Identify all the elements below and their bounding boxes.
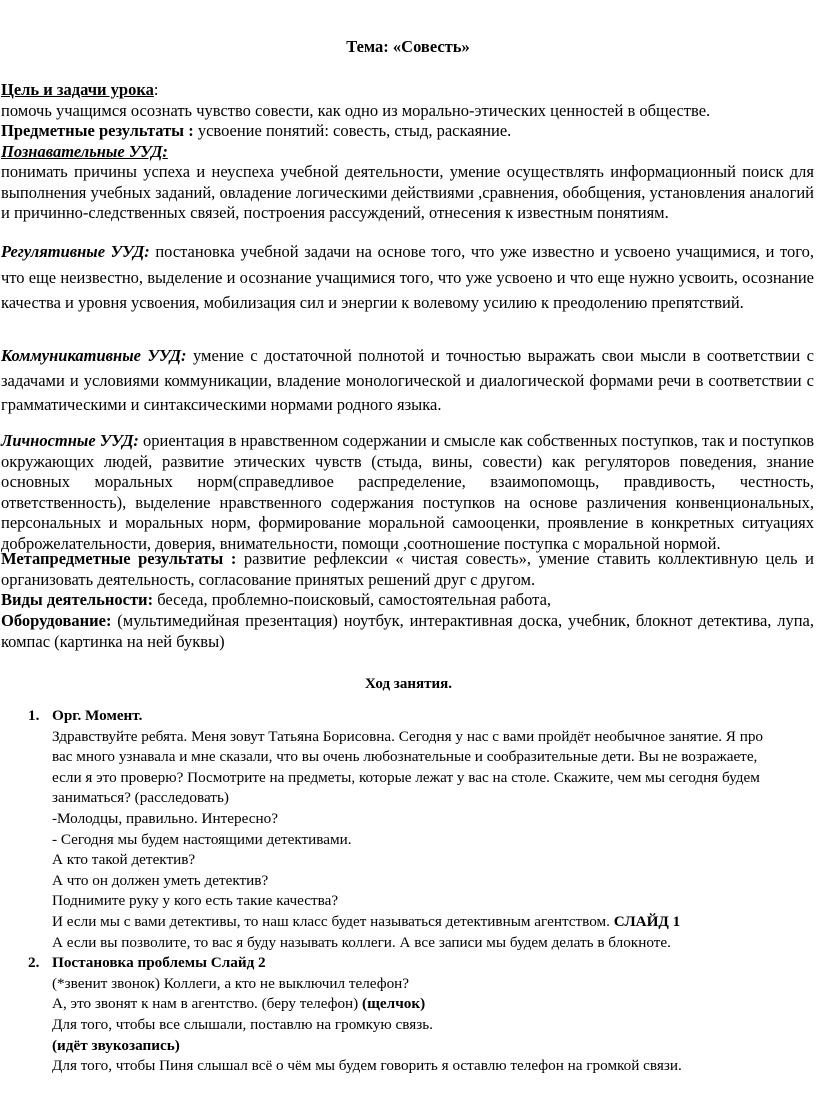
step-line: А что он должен уметь детектив? bbox=[52, 871, 269, 889]
communicative-label: Коммуникативные УУД: bbox=[1, 346, 187, 365]
lesson-heading: Ход занятия. bbox=[365, 676, 452, 692]
step-line: Здравствуйте ребята. Меня зовут Татьяна Борисовна. Сегодня у нас с вами пройдёт необычное занятие. Я про bbox=[52, 727, 764, 745]
step-line: А если вы позволите, то вас я буду называть коллеги. А все записи мы будем делать в блокноте. bbox=[52, 933, 671, 951]
step-line: А кто такой детектив? bbox=[52, 851, 196, 869]
step-number: 1. bbox=[28, 707, 40, 724]
cognitive-text: понимать причины успеха и неуспеха учебной деятельности, умение осуществлять информационный поиск для выполнения учебных заданий, овладение логическими действиями ,сравнения, обобщения, установления аналогий и причинно-следственных связей, построения рассуждений, отнесения к известным понятиям. bbox=[1, 162, 814, 223]
regulative-text: постановка учебной задачи на основе того, что уже известно и усвоено учащимися, и того, что еще неизвестно, выделение и осознание учащимися того, что уже усвоено и что еще нужно усвоить, осознание качества и уровня усвоения, мобилизация сил и энергии к волевому усилию к преодолению препятствий. bbox=[1, 242, 814, 312]
communicative-text: умение с достаточной полнотой и точностью выражать свои мысли в соответствии с задачами и условиями коммуникации, владение монологической и диалогической формами речи в соответствии с грамматическими и синтаксическими нормами родного языка. bbox=[1, 346, 814, 414]
step-line: -Молодцы, правильно. Интересно? bbox=[52, 809, 278, 827]
activities-section bbox=[0, 590, 816, 611]
goal-text: помочь учащимся осознать чувство совести, как одно из морально-этических ценностей в обществе. bbox=[1, 100, 711, 120]
personal-text: ориентация в нравственном содержании и смысле как собственных поступков, так и поступков окружающих людей, развитие этических чувств (стыда, вины, совести) как регуляторов поведения, знание основных моральных норм(справедливое распределение, взаимопомощь, правдивость, честность, ответственность), выделение нравственного содержания поступков на основе различения конвенциональных, персональных и моральных норм, формирование моральной самооценки, проявление в конкретных ситуациях доброжелательности, доверия, внимательности, помощи ,соотношение поступка с моральной нормой. bbox=[1, 431, 814, 553]
step-2 bbox=[0, 953, 816, 1077]
meta-text: развитие рефлексии « чистая совесть», умение ставить коллективную цель и организовать деятельность, согласование принятых решений друг с другом. bbox=[1, 549, 814, 589]
meta-section bbox=[0, 549, 816, 590]
step-line-text: И если мы с вами детективы, то наш класс будет называться детективным агентством. bbox=[52, 912, 610, 930]
goal-heading: Цель и задачи урока bbox=[1, 80, 154, 99]
slide-label: СЛАЙД 1 bbox=[609, 912, 681, 930]
step-line-bold: (идёт звукозапись) bbox=[52, 1036, 180, 1054]
personal-label: Личностные УУД: bbox=[1, 431, 139, 450]
step-line: (*звенит звонок) Коллеги, а кто не выключил телефон? bbox=[52, 974, 410, 992]
step-line-bold: (щелчок) bbox=[362, 995, 426, 1013]
step-line-text: А, это звонят к нам в агентство. (беру телефон) bbox=[52, 995, 363, 1013]
subject-results-text: усвоение понятий: совесть, стыд, раскаяние. bbox=[193, 121, 512, 141]
regulative-section bbox=[0, 239, 816, 316]
step-line: Для того, чтобы все слышали, поставлю на громкую связь. bbox=[52, 1015, 433, 1033]
step-line: Для того, чтобы Пиня слышал всё о чём мы будем говорить я оставлю телефон на громкой связи. bbox=[52, 1057, 682, 1075]
step-line-with-slide bbox=[52, 912, 816, 933]
activities-label: Виды деятельности: bbox=[1, 590, 154, 609]
step-line: вас много узнавала и мне сказали, что вы очень любознательные и сообразительные дети. Вы не возражаете, bbox=[52, 748, 758, 766]
step-title: Постановка проблемы Слайд 2 bbox=[52, 954, 266, 972]
step-number: 2. bbox=[28, 954, 40, 972]
step-title: Орг. Момент. bbox=[52, 707, 143, 724]
equipment-label: Оборудование: bbox=[1, 611, 112, 630]
step-line: Поднимите руку у кого есть такие качества? bbox=[52, 892, 339, 910]
step-line-with-bold bbox=[52, 994, 816, 1015]
equipment-text: (мультимедийная презентация) ноутбук, интерактивная доска, учебник, блокнот детектива, лупа, компас (картинка на ней буквы) bbox=[1, 611, 814, 651]
goal-section bbox=[0, 80, 816, 162]
step-line: заниматься? (расследовать) bbox=[52, 789, 229, 807]
lesson-steps bbox=[0, 706, 816, 1077]
regulative-label: Регулятивные УУД: bbox=[1, 242, 150, 261]
activities-text: беседа, проблемно-поисковый, самостоятельная работа, bbox=[153, 590, 552, 609]
step-line: - Сегодня мы будем настоящими детективами. bbox=[52, 830, 352, 848]
cognitive-label: Познавательные УУД: bbox=[1, 141, 168, 161]
personal-section bbox=[0, 431, 816, 555]
goal-colon: : bbox=[153, 80, 159, 99]
subject-results-label: Предметные результаты : bbox=[1, 121, 194, 141]
step-line: если я это проверю? Посмотрите на предметы, которые лежат у вас на столе. Скажите, чем мы сегодня будем bbox=[52, 768, 760, 786]
meta-label: Метапредметные результаты : bbox=[1, 549, 237, 568]
step-1 bbox=[0, 706, 816, 953]
page-title: Тема: «Совесть» bbox=[346, 37, 470, 56]
communicative-section bbox=[0, 344, 816, 418]
equipment-section bbox=[0, 611, 816, 652]
